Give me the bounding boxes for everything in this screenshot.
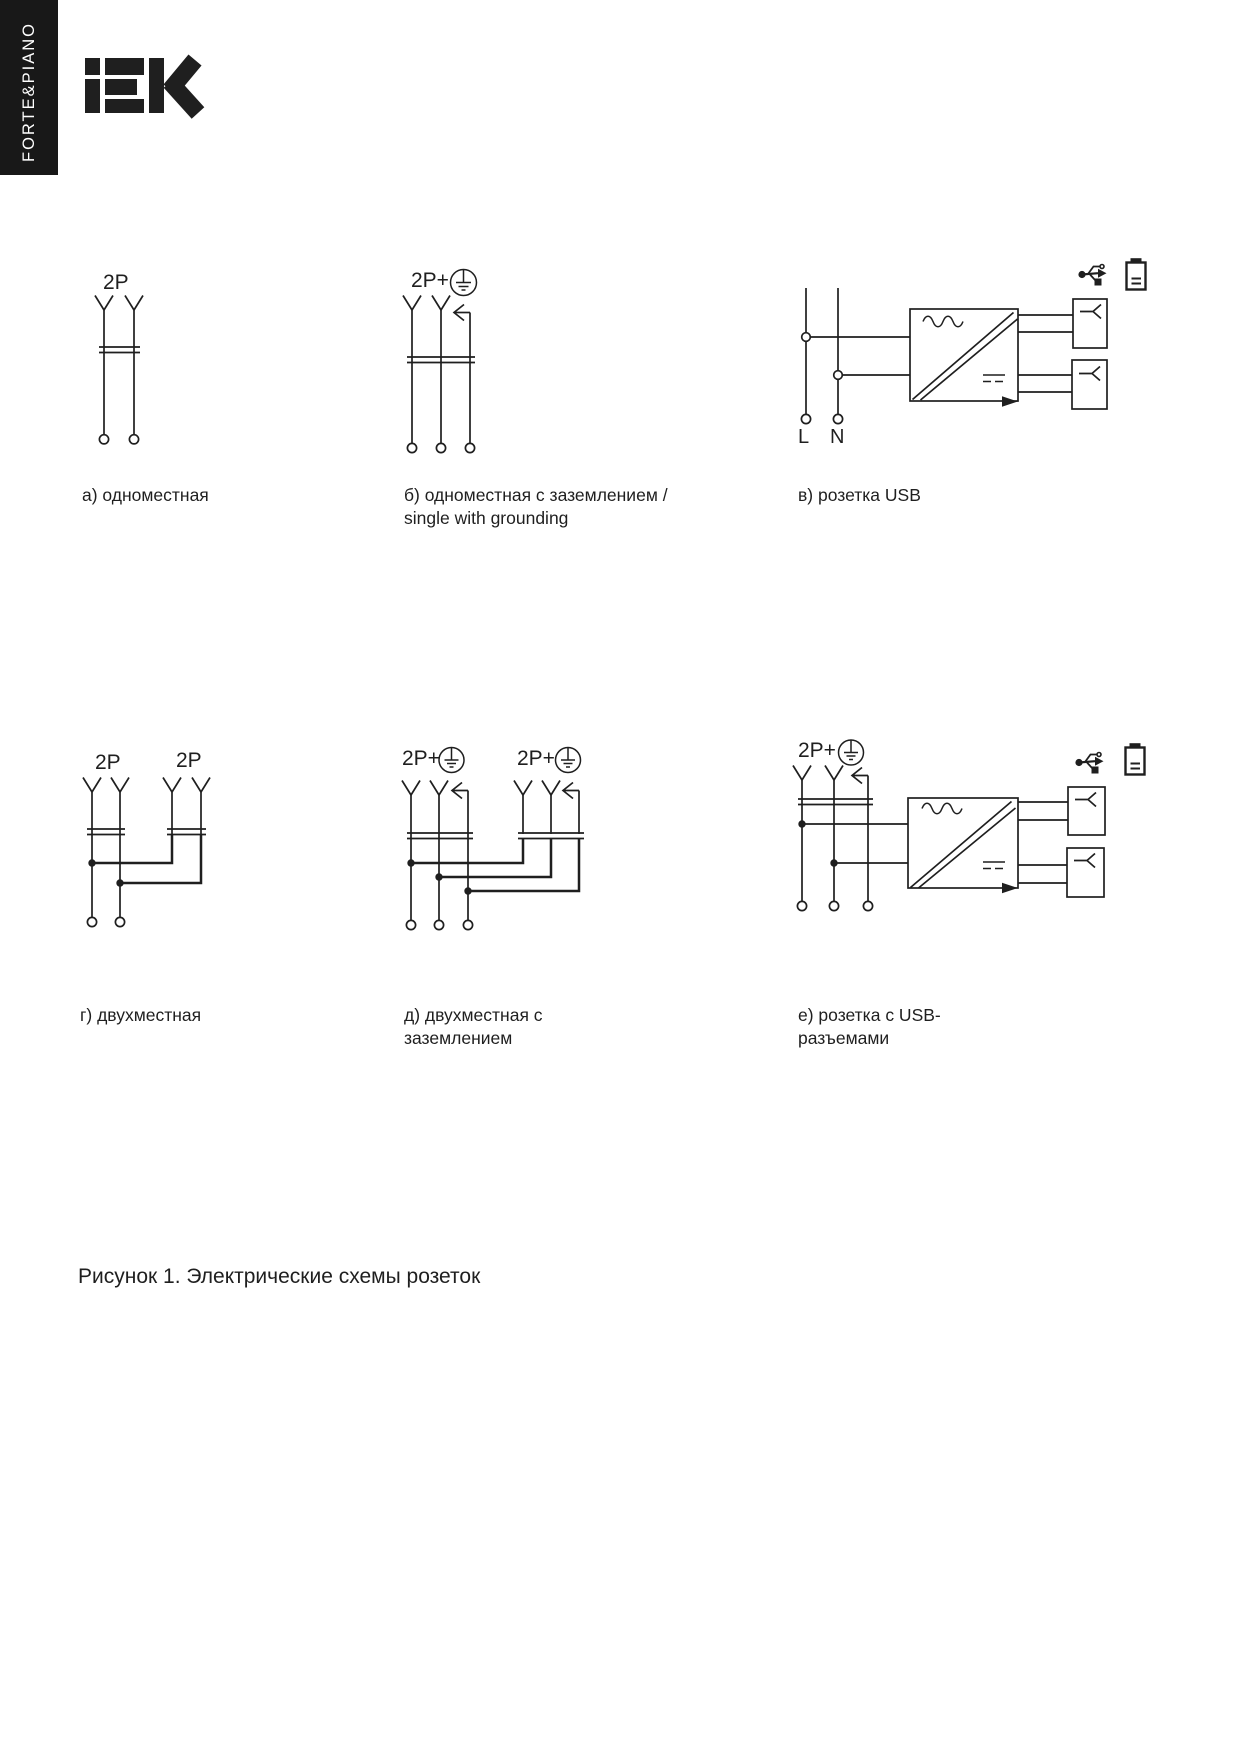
diagram-v-schematic <box>780 250 1170 450</box>
diagram-e-schematic <box>785 730 1165 930</box>
diagram-a-schematic <box>80 270 160 455</box>
diagram-b-caption-line2: single with grounding <box>404 508 569 528</box>
line-l-label: L <box>798 426 810 448</box>
ground-contact-arrow <box>852 768 868 784</box>
terminals <box>87 917 124 926</box>
bridge-wires <box>407 838 579 895</box>
earth-ground-icon <box>451 270 477 296</box>
brand-sidebar <box>0 0 58 175</box>
usb-port-2 <box>1067 848 1104 897</box>
socket-contact-fork <box>83 778 210 793</box>
usb-icon <box>1078 265 1106 286</box>
diagram-v-caption: в) розетка USB <box>798 485 921 505</box>
bridge-wires <box>798 820 908 866</box>
figure-caption: Рисунок 1. Электрические схемы розеток <box>78 1265 481 1288</box>
acdc-converter-box <box>910 309 1018 407</box>
earth-ground-icon <box>439 748 581 773</box>
diagram-b-caption-line1: б) одноместная с заземлением / <box>404 485 668 505</box>
battery-icon <box>1126 743 1145 774</box>
diagram-d-pole-label-left: 2P+ <box>402 747 440 770</box>
logo-letter-e <box>105 58 144 113</box>
ground-contact-arrow <box>454 305 470 321</box>
socket-contact-fork <box>402 781 560 796</box>
socket-contact-fork <box>793 766 843 781</box>
socket-body-bars <box>87 829 206 835</box>
terminals <box>797 901 872 910</box>
brand-series-label: FORTE&PIANO <box>19 22 38 162</box>
terminals <box>407 443 474 452</box>
diagram-d-caption-line2: заземлением <box>404 1028 513 1048</box>
iek-logo <box>78 52 208 118</box>
diagram-b-pole-label: 2P+ <box>411 269 449 292</box>
diagram-d-caption-line1: д) двухместная с <box>404 1005 543 1025</box>
diagram-g-pole-label-right: 2P <box>176 749 202 772</box>
diagram-e-caption-line2: разъемами <box>798 1028 890 1048</box>
battery-icon <box>1127 258 1146 289</box>
usb-port-2 <box>1072 360 1107 409</box>
socket-contact-fork <box>403 296 450 311</box>
diagram-d-pole-label-right: 2P+ <box>517 747 555 770</box>
diagram-a-caption: а) одноместная <box>82 485 209 505</box>
socket-contact-fork <box>95 296 143 311</box>
acdc-converter-box <box>908 798 1018 893</box>
usb-port-1 <box>1068 787 1105 835</box>
ground-contact-arrow <box>452 783 579 799</box>
supply-nodes <box>802 333 843 380</box>
diagram-e-pole-label: 2P+ <box>798 739 836 762</box>
earth-ground-icon <box>839 740 864 765</box>
diagram-g-schematic <box>70 740 240 940</box>
diagram-g-caption: г) двухместная <box>80 1005 202 1025</box>
usb-port-1 <box>1073 299 1107 348</box>
bridge-wires <box>88 834 201 887</box>
socket-body-bars <box>407 833 584 839</box>
terminals <box>801 414 842 423</box>
logo-letter-i <box>85 58 100 113</box>
socket-body-bars <box>798 799 873 805</box>
logo-letter-k <box>149 58 198 113</box>
diagram-e-caption-line1: е) розетка с USB- <box>798 1005 941 1025</box>
diagram-b-schematic <box>390 265 490 465</box>
line-n-label: N <box>830 426 845 448</box>
diagram-a-pole-label: 2P <box>103 271 129 294</box>
usb-icon <box>1075 753 1103 774</box>
diagram-g-pole-label-left: 2P <box>95 751 121 774</box>
terminals <box>99 435 138 444</box>
diagram-d-schematic <box>395 735 605 945</box>
terminals <box>406 920 472 929</box>
